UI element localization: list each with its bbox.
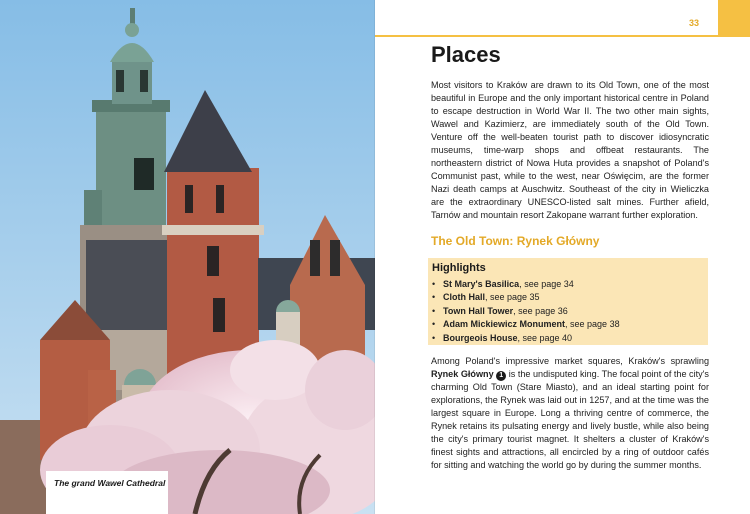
text-page — [375, 0, 750, 514]
highlight-name: Cloth Hall — [443, 292, 485, 303]
caption-box — [46, 471, 168, 514]
rynek-paragraph — [431, 355, 709, 472]
highlight-ref: , see page 40 — [517, 332, 573, 343]
highlight-name: Town Hall Tower — [443, 305, 514, 316]
map-marker-icon: 1 — [496, 371, 506, 381]
highlight-item — [432, 318, 620, 331]
highlights-title: Highlights — [432, 262, 486, 274]
rynek-text: is the undisputed king. The focal point of the city's charming Old Town (Stare Miasto), and an ideal starting point for explorations, the Rynek was laid out in 1257, and at the time was the largest square in Europe. Long a thriving centre of commerce, the Rynek retains its pulsating energy and lively bustle, while also being the city's primary tourist magnet. It shelters a cluster of Kraków's finest sights and attractions, all encircled by a ring of outdoor cafés for sitting and watching the world go by during the summer months. — [431, 369, 709, 470]
rynek-lead: Among Poland's impressive market squares, Kraków's sprawling — [431, 356, 709, 366]
highlight-ref: , see page 38 — [565, 319, 620, 330]
highlight-item — [432, 278, 620, 291]
highlights-box — [428, 258, 708, 345]
highlight-item — [432, 332, 620, 345]
highlights-list — [432, 278, 620, 345]
intro-paragraph: Most visitors to Kraków are drawn to its Old Town, one of the most beautiful in Europe and the only important historical centre in Poland to escape destruction in World War II. The two other main sights, Wawel and Kazimierz, are immediately south of the Old Town. Venture off the well-beaten tourist path to discover idiosyncratic museums, time-warp shops and offbeat restaurants. The northeastern district of Nowa Huta provides a snapshot of Poland's Communist past, while to the west, near Oświęcim, are the former Nazi death camps at Auschwitz. Southeast of the city in Wieliczka are the extraordinary UNESCO-listed salt mines. Further afield, Tarnów and mountain resort Zakopane warrant further exploration. — [431, 80, 709, 220]
highlight-name: St Mary's Basilica — [443, 279, 520, 289]
highlight-ref: , see page 34 — [519, 279, 574, 289]
highlight-ref: , see page 36 — [513, 305, 568, 316]
chapter-tab — [718, 0, 750, 36]
highlight-ref: , see page 35 — [485, 292, 540, 303]
page-title: Places — [431, 42, 501, 67]
section-title: The Old Town: Rynek Główny — [431, 234, 600, 248]
highlight-name: Bourgeois House — [443, 332, 518, 343]
page-number: 33 — [689, 18, 700, 28]
highlight-name: Adam Mickiewicz Monument — [443, 319, 566, 330]
header-rule — [375, 35, 750, 37]
rynek-name: Rynek Główny — [431, 369, 494, 379]
highlight-item — [432, 291, 620, 304]
highlight-item — [432, 305, 620, 318]
photo-caption: The grand Wawel Cathedral — [54, 478, 166, 488]
